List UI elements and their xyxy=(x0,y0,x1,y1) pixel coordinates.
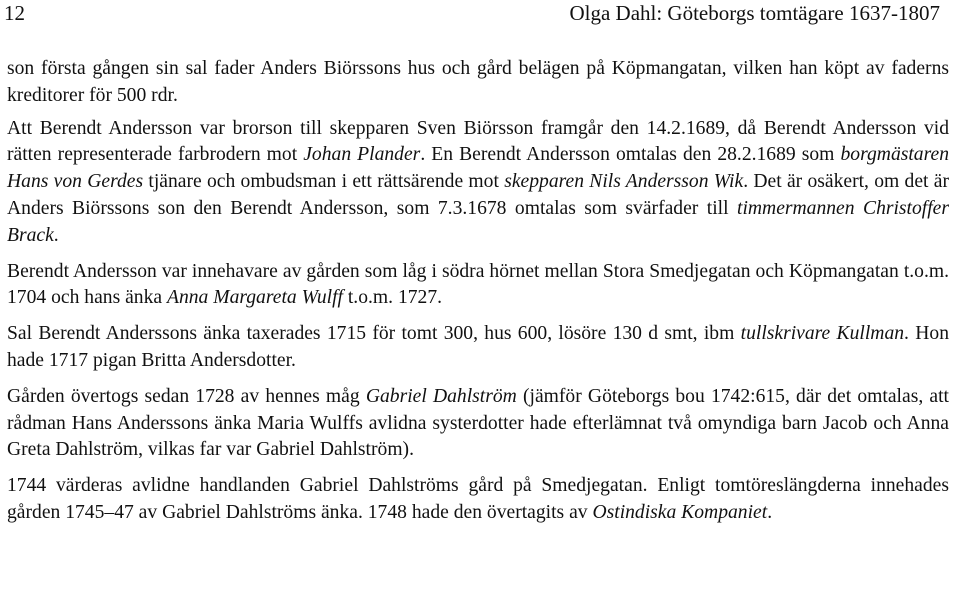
text-run: . En Berendt Andersson omtalas den 28.2.1689 som xyxy=(420,144,841,166)
paragraph xyxy=(7,56,949,110)
italic-text: Johan Plander xyxy=(303,144,421,166)
paragraph xyxy=(7,116,949,250)
page-header xyxy=(0,0,960,26)
text-run: Berendt Andersson var innehavare av gården som låg i södra hörnet mellan Stora Smedjegatan och Köpmangatan t.o.m. 1704 och hans änka xyxy=(7,260,949,309)
text-run: . xyxy=(767,501,773,523)
text-run: Att Berendt Andersson var brorson till skepparen Sven Biörsson framgår den 14.2.1689, då Berendt Andersson vid rätten representerade farbrodern mot xyxy=(7,117,949,166)
text-run: (jämför Göteborgs bou 1742:615, där det omtalas, att rådman Hans Anderssons änka Maria Wulffs avlidna systerdotter hade efterlämnat två omyndiga barn Jacob och Anna Greta Dahlström, vilkas far var Gabriel Dahlström). xyxy=(7,385,949,461)
text-run: . Hon hade 1717 pigan Britta Andersdotter. xyxy=(7,323,949,371)
text-run: tjänare och ombudsman i ett rättsärende mot xyxy=(143,171,505,193)
page-number: 12 xyxy=(4,1,25,25)
text-run: t.o.m. 1727. xyxy=(342,287,443,309)
body-text xyxy=(7,56,949,536)
italic-text: Anna Margareta Wulff xyxy=(166,287,343,309)
italic-text: Gabriel Dahlström xyxy=(365,385,517,407)
paragraph xyxy=(7,384,949,464)
italic-text: skepparen Nils Andersson Wik xyxy=(504,171,744,193)
text-run: Gården övertogs sedan 1728 av hennes måg xyxy=(7,385,366,407)
italic-text: tullskrivare Kullman xyxy=(740,323,905,345)
paragraph xyxy=(7,321,949,375)
paragraph xyxy=(7,259,949,313)
text-run: 1744 värderas avlidne handlanden Gabriel Dahlströms gård på Smedjegatan. Enligt tomtöreslängderna innehades gården 1745–47 av Gabriel Dahlströms änka. 1748 hade den övertagits av xyxy=(7,475,949,523)
running-title: Olga Dahl: Göteborgs tomtägare 1637-1807 xyxy=(569,1,940,25)
text-run: Sal Berendt Anderssons änka taxerades 1715 för tomt 300, hus 600, lösöre 130 d smt, ibm xyxy=(7,323,741,345)
italic-text: Ostindiska Kompaniet xyxy=(592,501,768,523)
text-run: . xyxy=(53,224,59,246)
italic-text: borgmästaren Hans von Gerdes xyxy=(7,144,949,193)
text-run: son första gången sin sal fader Anders Biörssons hus och gård belägen på Köpmangatan, vilken han köpt av faderns kreditorer för 500 rdr. xyxy=(7,58,949,106)
paragraph xyxy=(7,473,949,527)
text-run: . Det är osäkert, om det är Anders Biörssons son den Berendt Andersson, som 7.3.1678 omtalas som svärfader till xyxy=(7,171,949,219)
italic-text: timmermannen Christoffer Brack xyxy=(7,197,950,246)
